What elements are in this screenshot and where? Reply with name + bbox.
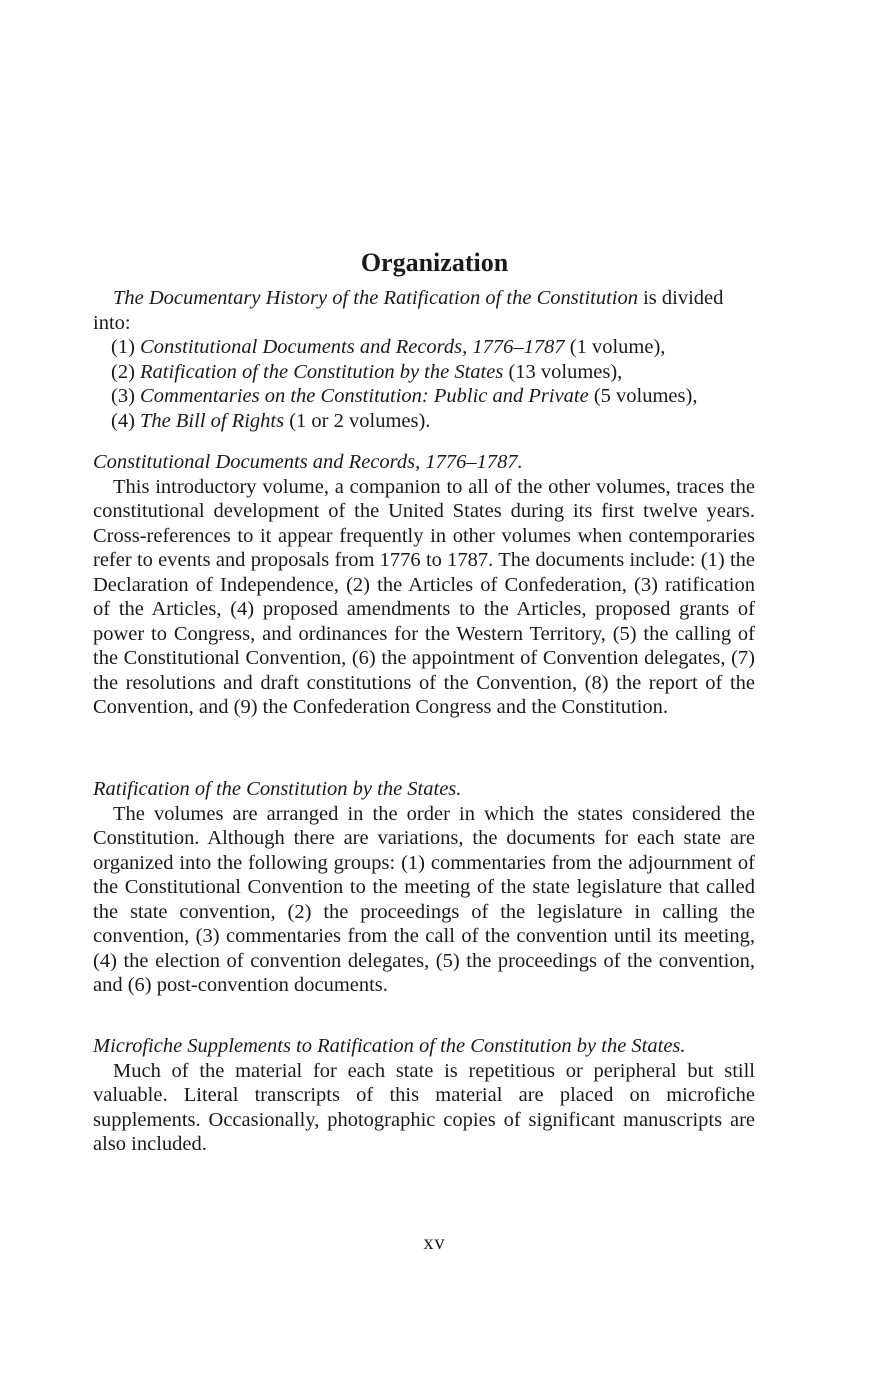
page-number: xv bbox=[423, 1232, 446, 1254]
section-heading: Constitutional Documents and Records, 1776–1787. bbox=[93, 451, 523, 473]
item-number: (4) bbox=[111, 409, 141, 432]
item-number: (3) bbox=[111, 385, 141, 407]
section-body: The volumes are arranged in the order in which the states considered the Constitution. Although there are variations, the documents for each state are organized into the following groups: (1) commentaries from the adjournment of the Constitutional Convention to the meeting of the state legislature that called the state convention, (2) the proceedings of the legislature in calling the convention, (3) commentaries from the call of the convention until its meeting, (4) the election of convention delegates, (5) the proceedings of the convention, and (6) post-convention documents. bbox=[93, 802, 755, 996]
list-item bbox=[93, 409, 755, 434]
item-title: Constitutional Documents and Records, 1776–1787 bbox=[140, 336, 565, 358]
intro-paragraph bbox=[93, 286, 755, 335]
item-title: Commentaries on the Constitution: Public and Private bbox=[140, 385, 589, 407]
list-item bbox=[93, 335, 755, 360]
section-microfiche-supplements bbox=[93, 1034, 755, 1157]
page-title: Organization bbox=[360, 248, 509, 277]
list-item bbox=[93, 360, 755, 385]
item-count: (13 volumes), bbox=[503, 360, 623, 383]
section-heading: Ratification of the Constitution by the States. bbox=[93, 778, 462, 800]
item-number: (1) bbox=[111, 336, 141, 358]
section-body: This introductory volume, a companion to all of the other volumes, traces the constitutional development of the United States during its first twelve years. Cross-references to it appear frequently in other volumes when contemporaries refer to events and proposals from 1776 to 1787. The documents include: (1) the Declaration of Independence, (2) the Articles of Confederation, (3) ratification of the Articles, (4) proposed amendments to the Articles, proposed grants of power to Congress, and ordinances for the Western Territory, (5) the calling of the Constitutional Convention, (6) the appointment of Convention delegates, (7) the resolutions and draft constitutions of the Convention, (8) the report of the Convention, and (9) the Confederation Congress and the Constitution. bbox=[93, 475, 755, 718]
item-number: (2) bbox=[111, 360, 141, 383]
item-count: (1 volume), bbox=[564, 336, 666, 358]
list-item bbox=[93, 384, 755, 409]
intro-lead-text: is divided into: bbox=[93, 287, 724, 334]
item-title: Ratification of the Constitution by the States bbox=[140, 360, 504, 383]
section-heading: Microfiche Supplements to Ratification of the Constitution by the States. bbox=[93, 1035, 686, 1057]
work-title: The Documentary History of the Ratification of the Constitution bbox=[113, 287, 638, 309]
item-title: The Bill of Rights bbox=[140, 409, 285, 432]
item-count: (5 volumes), bbox=[588, 385, 698, 407]
item-count: (1 or 2 volumes). bbox=[284, 409, 431, 432]
section-body: Much of the material for each state is repetitious or peripheral but still valuable. Literal transcripts of this material are placed on microfiche supplements. Occasionally, photographic copies of significant manuscripts are also included. bbox=[93, 1059, 755, 1155]
intro-block bbox=[93, 286, 755, 433]
volume-list bbox=[93, 335, 755, 433]
section-ratification-by-states bbox=[93, 777, 755, 998]
section-documents-records bbox=[93, 450, 755, 720]
